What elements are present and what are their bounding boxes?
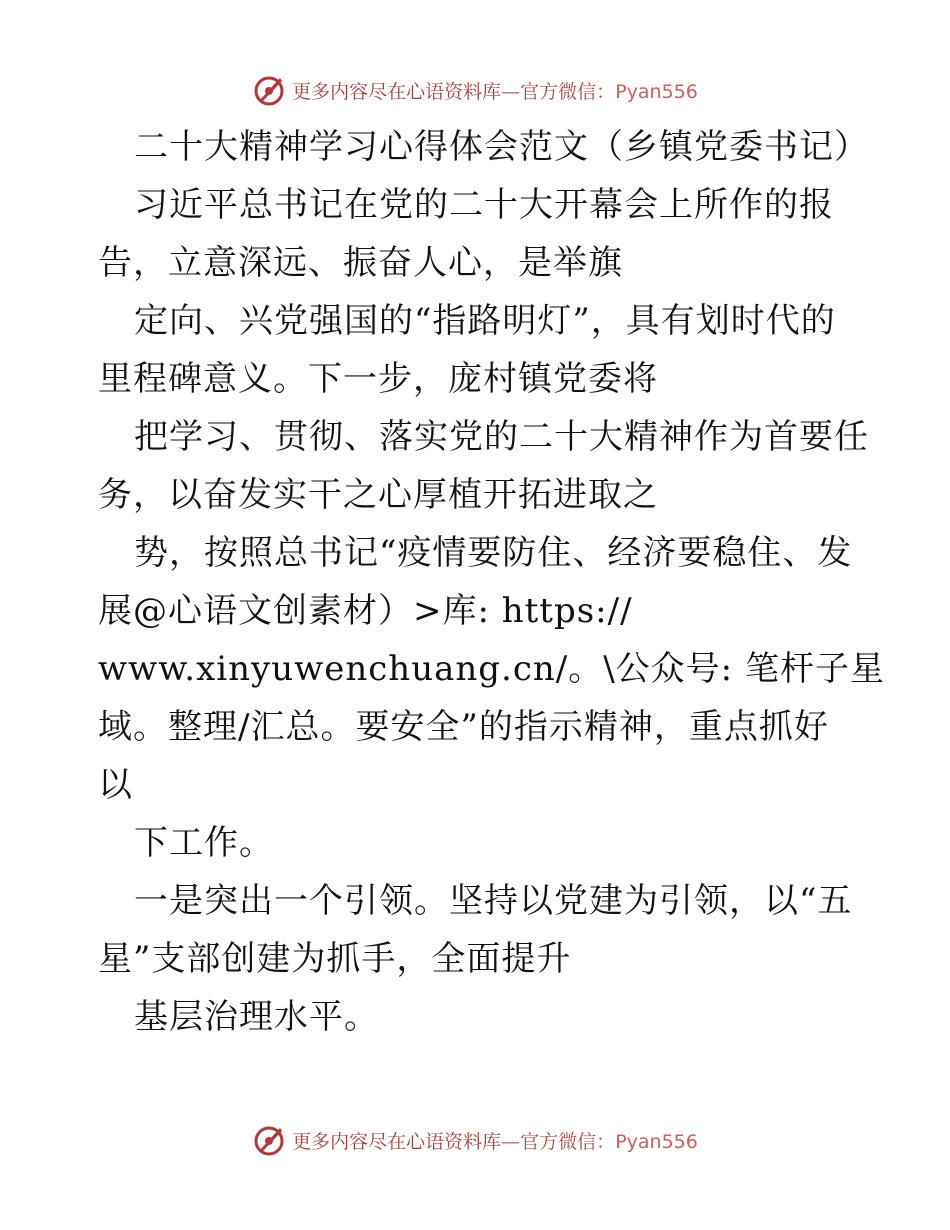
banner-brand: 更多内容尽在心语资料库 [292, 1130, 502, 1153]
quill-circle-logo-icon [252, 72, 288, 108]
text-line: 把学习、贯彻、落实党的二十大精神作为首要任 [134, 417, 869, 457]
banner-wechat-label: 官方微信： [520, 80, 616, 103]
banner-account: Pyan556 [615, 80, 698, 103]
text-line: 一是突出一个引领。坚持以党建为引领，以“五 [134, 881, 853, 921]
text-line: 定向、兴党强国的“指路明灯”，具有划时代的 [134, 301, 836, 341]
banner-brand: 更多内容尽在心语资料库 [292, 80, 502, 103]
text-line: 基层治理水平。 [134, 997, 379, 1037]
banner-separator: — [501, 80, 521, 103]
text-line: 告，立意深远、振奋人心，是举旗 [98, 243, 623, 283]
text-line: 里程碑意义。下一步，庞村镇党委将 [98, 359, 658, 399]
quill-circle-logo-icon [252, 1122, 288, 1158]
text-line: 展@心语文创素材）>库: https:// [98, 591, 633, 631]
header-watermark-banner [0, 70, 950, 110]
banner-separator: — [501, 1130, 521, 1153]
text-line: 势，按照总书记“疫情要防住、经济要稳住、发 [134, 533, 853, 573]
document-body [98, 118, 885, 1046]
text-line: 务，以奋发实干之心厚植开拓进取之 [98, 475, 658, 515]
document-title: 二十大精神学习心得体会范文（乡镇党委书记） [134, 127, 869, 167]
footer-watermark-banner [0, 1120, 950, 1160]
text-line: 以 [98, 765, 133, 805]
text-line: 域。整理/汇总。要安全”的指示精神，重点抓好 [98, 707, 829, 747]
text-line: 习近平总书记在党的二十大开幕会上所作的报 [134, 185, 834, 225]
text-line: 星”支部创建为抓手，全面提升 [98, 939, 572, 979]
banner-account: Pyan556 [615, 1130, 698, 1153]
banner-wechat-label: 官方微信： [520, 1130, 616, 1153]
text-line: 下工作。 [134, 823, 274, 863]
text-line: www.xinyuwenchuang.cn/。\公众号: 笔杆子星 [98, 649, 885, 689]
banner-text [292, 77, 698, 104]
banner-text [292, 1127, 698, 1154]
